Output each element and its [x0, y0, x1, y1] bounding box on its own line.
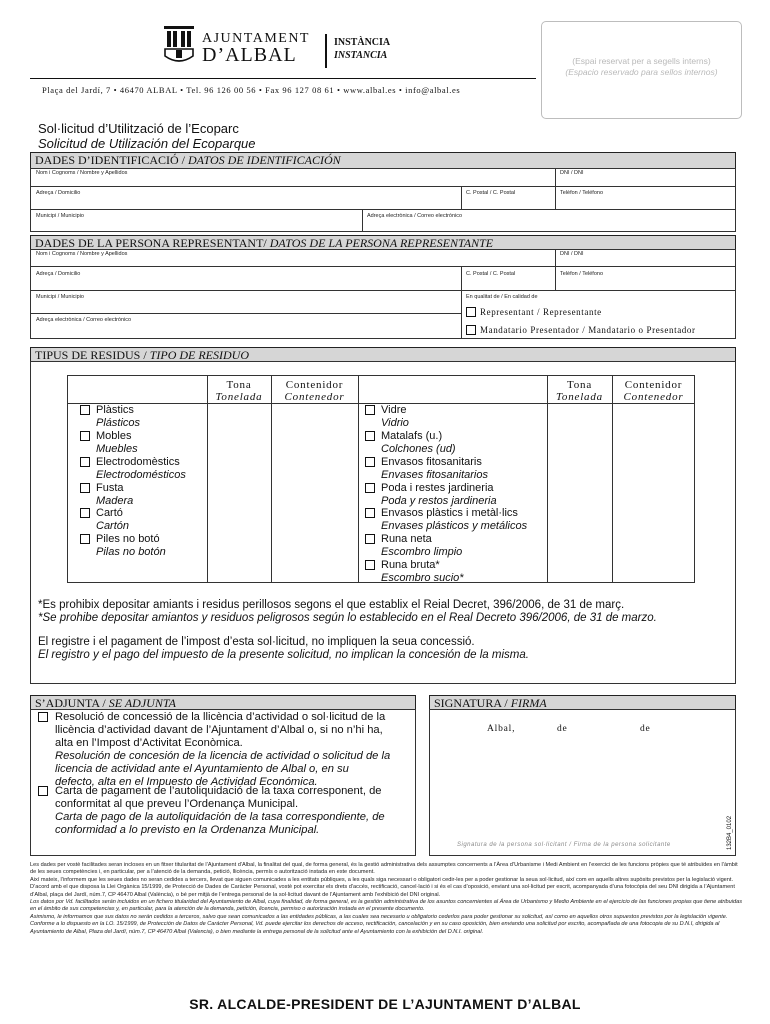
waste-phytosanitary-label-ca: Envasos fitosanitaris	[381, 456, 482, 468]
attach-payment-checkbox[interactable]	[38, 786, 48, 796]
waste-batteries-label-es: Pilas no botón	[96, 546, 166, 558]
waste-batteries-label-ca: Piles no botó	[96, 533, 160, 545]
representative-municipality-field[interactable]: Municipi / Municipio	[36, 294, 84, 300]
attach-licence-es-line3: defecto, alta en el Impuesto de Actividad Económica.	[55, 776, 318, 788]
attach-payment-ca-line1: Carta de pagament de l’autoliquidació de la taxa corresponent, de	[55, 785, 382, 797]
col-container-header-es: Contenedor	[284, 391, 345, 403]
col-container-header-ca-right: Contenidor	[624, 379, 683, 391]
waste-batteries-checkbox[interactable]	[80, 534, 90, 544]
registry-note-es: El registro y el pago del impuesto de la presente solicitud, no implican la concesión de la misma.	[38, 649, 529, 661]
section-waste-header: TIPUS DE RESIDUS / TIPO DE RESIDUO	[30, 347, 736, 362]
waste-appliances-checkbox[interactable]	[80, 457, 90, 467]
representative-phone-field[interactable]: Telèfon / Teléfono	[560, 271, 604, 277]
representative-dni-field[interactable]: DNI / DNI	[560, 251, 584, 257]
registry-note-ca: El registre i el pagament de l’impost d’esta sol·licitud, no impliquen la seua concessió.	[38, 636, 475, 648]
representative-address-field[interactable]: Adreça / Domicilio	[36, 271, 81, 277]
waste-clean-rubble-label-es: Escombro limpio	[381, 546, 463, 558]
waste-dirty-rubble-label-es: Escombro sucio*	[381, 572, 464, 584]
representative-name-field[interactable]: Nom i Cognoms / Nombre y Apellidos	[36, 251, 128, 257]
waste-garden-checkbox[interactable]	[365, 483, 375, 493]
col-ton-header-es-right: Tonelada	[556, 391, 603, 403]
waste-wood-checkbox[interactable]	[80, 483, 90, 493]
signature-date-de2: de	[640, 724, 651, 734]
waste-packaging-checkbox[interactable]	[365, 508, 375, 518]
applicant-phone-field[interactable]: Telèfon / Teléfono	[560, 190, 604, 196]
waste-mattresses-checkbox[interactable]	[365, 431, 375, 441]
address-rule	[30, 78, 536, 79]
waste-appliances-label-es: Electrodomésticos	[96, 469, 186, 481]
form-title-es: Solicitud de Utilización del Ecoparque	[38, 136, 256, 151]
prohibition-note-ca: *Es prohibix depositar amiants i residus perillosos segons el que establix el Reial Decret, 396/2006, de 31 de març.	[38, 599, 625, 611]
attach-licence-es-line1: Resolución de concesión de la licencia de actividad o solicitud de la	[55, 750, 391, 762]
applicant-municipality-field[interactable]: Municipi / Municipio	[36, 213, 84, 219]
waste-mattresses-label-ca: Matalafs (u.)	[381, 430, 443, 442]
signature-caption: Signatura de la persona sol·licitant / Firma de la persona solicitante	[457, 842, 671, 848]
signature-date-de1: de	[557, 724, 568, 734]
waste-cardboard-label-es: Cartón	[96, 520, 130, 532]
town-hall-address: Plaça del Jardí, 7 • 46470 ALBAL • Tel. 96 126 00 56 • Fax 96 127 08 61 • www.albal.es • info@albal.es	[42, 85, 461, 95]
attach-licence-es-line2: licencia de actividad ante el Ayuntamiento de Albal o, en su	[55, 763, 349, 775]
section-signature-header: SIGNATURA / FIRMA	[429, 695, 736, 710]
data-protection-notice	[30, 862, 742, 936]
capacity-representative-label: Representant / Representante	[480, 307, 602, 317]
waste-phytosanitary-checkbox[interactable]	[365, 457, 375, 467]
waste-plastics-checkbox[interactable]	[80, 405, 90, 415]
attach-payment-es-line2: conformidad a lo previsto en la Ordenanza Municipal.	[55, 824, 320, 836]
capacity-representative-checkbox[interactable]	[466, 307, 476, 317]
waste-garden-label-es: Poda y restos jardineria	[381, 495, 497, 507]
waste-clean-rubble-checkbox[interactable]	[365, 534, 375, 544]
waste-glass-checkbox[interactable]	[365, 405, 375, 415]
form-title-ca: Sol·licitud d’Utilització de l’Ecoparc	[38, 121, 239, 136]
representative-capacity-label: En qualitat de / En calidad de	[466, 294, 538, 300]
waste-appliances-label-ca: Electrodomèstics	[96, 456, 180, 468]
waste-glass-label-es: Vidrio	[381, 417, 409, 429]
instancia-label-es: INSTANCIA	[334, 50, 388, 61]
addressee-title: SR. ALCALDE-PRESIDENT DE L’AJUNTAMENT D’ALBAL	[189, 996, 581, 1012]
seal-box-label-ca: (Espai reservat per a segells interns)	[572, 56, 711, 66]
waste-plastics-label-es: Plásticos	[96, 417, 141, 429]
representative-email-field[interactable]: Adreça electrònica / Correo electrónico	[36, 317, 132, 323]
waste-glass-label-ca: Vidre	[381, 404, 407, 416]
waste-wood-label-es: Madera	[96, 495, 134, 507]
waste-packaging-label-es: Envases plásticos y metálicos	[381, 520, 528, 532]
col-container-header-es-right: Contenedor	[623, 391, 684, 403]
applicant-name-field[interactable]: Nom i Cognoms / Nombre y Apellidos	[36, 170, 128, 176]
waste-wood-label-ca: Fusta	[96, 482, 124, 494]
applicant-address-field[interactable]: Adreça / Domicilio	[36, 190, 81, 196]
waste-cardboard-label-ca: Cartó	[96, 507, 123, 519]
brand-name-line1: AJUNTAMENT	[202, 31, 310, 46]
seal-box-label-es: (Espacio reservado para sellos internos)	[565, 67, 718, 77]
waste-garden-label-ca: Poda i restes jardineria	[381, 482, 494, 494]
capacity-proxy-label: Mandatario Presentador / Mandatario o Presentador	[480, 325, 696, 335]
waste-cardboard-checkbox[interactable]	[80, 508, 90, 518]
attach-payment-ca-line2: conformitat al que preveu l’Ordenança Municipal.	[55, 798, 299, 810]
waste-clean-rubble-label-ca: Runa neta	[381, 533, 432, 545]
col-ton-header-es: Tonelada	[215, 391, 263, 403]
waste-furniture-label-ca: Mobles	[96, 430, 132, 442]
document-reference: 132B4_0102	[727, 815, 733, 850]
applicant-postal-field[interactable]: C. Postal / C. Postal	[466, 190, 516, 196]
waste-phytosanitary-label-es: Envases fitosanitarios	[381, 469, 488, 481]
waste-plastics-label-ca: Plàstics	[96, 404, 134, 416]
attach-licence-ca-line3: alta en l’Impost d’Activitat Econòmica.	[55, 737, 243, 749]
header-divider	[325, 34, 327, 68]
legal-paragraph: Així mateix, l’informem que les seues dades no seran cedides a tercers, llevat que siguen comunicades a les entitats públiques, a les quals siga necessari o obligatori cedir-les per a poder gestionar la seua sol·licitud, així com en aquells altres supòsits previstos per la legislació vigent.	[30, 876, 734, 883]
col-ton-header-ca-right: Tona	[566, 379, 593, 391]
waste-mattresses-label-es: Colchones (ud)	[381, 443, 456, 455]
legal-paragraph: Conforme a lo dispuesto en la LO. 15/1999, de Protección de Datos de Carácter Personal, Vd. puede ejercitar los derechos de acceso, rectificación, cancelación y en su caso oposición, bien enviando una solicitud por escrito, acompañada de una fotocopia de su D.N.I, dirigida al Ayuntamiento de Albal, Plaza del Jardí, núm.7, CP 46470 Albal (Valencia), o bien mediante la entrega personal de la solicitud ante el Ayuntamiento con la exhibición del D.N.I. original.	[30, 921, 720, 935]
legal-paragraph: D’acord amb el que disposa la Llei Orgànica 15/1999, de Protecció de Dades de Caràcter Personal, vostè pot exercitar els drets d’accés, rectificació, cancel·lació i si és el cas d’oposició, enviant una sol·licitud per escrit, acompanyada d’una fotocòpia del seu DNI dirigida a l’Ajuntament d’Albal, plaça del Jardí, núm.7, CP 46470 Albal (València), o bé per mitjà de l’entrega personal de la sol·licitud davant de l’Ajuntament amb l’exhibició del DNI original.	[30, 884, 735, 898]
section-applicant-header: DADES D’IDENTIFICACIÓ / DATOS DE IDENTIFICACIÓN	[30, 152, 736, 169]
brand-name-line2: D’ALBAL	[202, 44, 297, 66]
legal-paragraph: Los datos por Vd. facilitados serán incluidos en un fichero titularidad del Ayuntamiento de Albal, cuya finalidad, de forma general, es la gestión administrativa de los asuntos concernientes al Área de Urbanismo y Medio Ambiente en el ejercicio de las funciones propias que tiene atribuidas en el ámbito de sus competencias y, en particular, para la atención de la demanda, petición, licencia, permiso o autorización instada en el presente documento.	[30, 899, 743, 913]
applicant-dni-field[interactable]: DNI / DNI	[560, 170, 584, 176]
waste-dirty-rubble-label-ca: Runa bruta*	[381, 559, 440, 571]
waste-furniture-label-es: Muebles	[96, 443, 138, 455]
attach-licence-checkbox[interactable]	[38, 712, 48, 722]
applicant-fields-frame	[30, 168, 736, 232]
prohibition-note-es: *Se prohibe depositar amiantos y residuos peligrosos según lo establecido en el Real Decreto 396/2006, de 31 de marzo.	[38, 612, 657, 624]
instancia-label-ca: INSTÀNCIA	[334, 37, 391, 48]
waste-dirty-rubble-checkbox[interactable]	[365, 560, 375, 570]
section-attach-header: S’ADJUNTA / SE ADJUNTA	[30, 695, 416, 710]
attach-licence-ca-line2: llicència d’actividad davant de l’Ajuntament d’Albal o, si no n’hi ha,	[55, 724, 383, 736]
section-representative-header: DADES DE LA PERSONA REPRESENTANT/ DATOS DE LA PERSONA REPRESENTANTE	[30, 235, 736, 250]
signature-box[interactable]	[429, 709, 736, 856]
capacity-proxy-checkbox[interactable]	[466, 325, 476, 335]
legal-paragraph: Asimismo, le informamos que sus datos no serán cedidos a terceros, salvo que sean comunicados a las entidades públicas, a las cuales sea necesario u obligatorio cederlos para poder gestionar su solicitud, así como en aquellos otros supuestos previstos por la legislación vigente.	[30, 913, 728, 920]
applicant-email-field[interactable]: Adreça electrònica / Correo electrónico	[367, 213, 463, 219]
col-ton-header-ca: Tona	[226, 379, 252, 391]
waste-packaging-label-ca: Envasos plàstics i metàl·lics	[381, 507, 518, 519]
waste-furniture-checkbox[interactable]	[80, 431, 90, 441]
col-container-header-ca: Contenidor	[285, 379, 344, 391]
municipal-crest-icon	[164, 26, 194, 64]
attach-licence-ca-line1: Resolució de concessió de la llicència d’actividad o sol·licitud de la	[55, 711, 386, 723]
representative-postal-field[interactable]: C. Postal / C. Postal	[466, 271, 516, 277]
signature-place: Albal,	[487, 724, 516, 734]
attach-payment-es-line1: Carta de pago de la autoliquidación de la tasa correspondiente, de	[55, 811, 385, 823]
legal-paragraph: Les dades per vostè facilitades seran incloses en un fitxer titularitat de l’Ajuntament d’Albal, la finalitat del qual, de forma general, és la gestió administrativa dels assumptes concernents a l’Àrea d’Urbanisme i Medi Ambient en l’exercici de les funcions pròpies que té atribuïdes en l’àmbit de les seues competències i, en particular, per a l’atenció de la demanda, petició, llicència, permís o autorització instada en este document.	[30, 862, 738, 876]
